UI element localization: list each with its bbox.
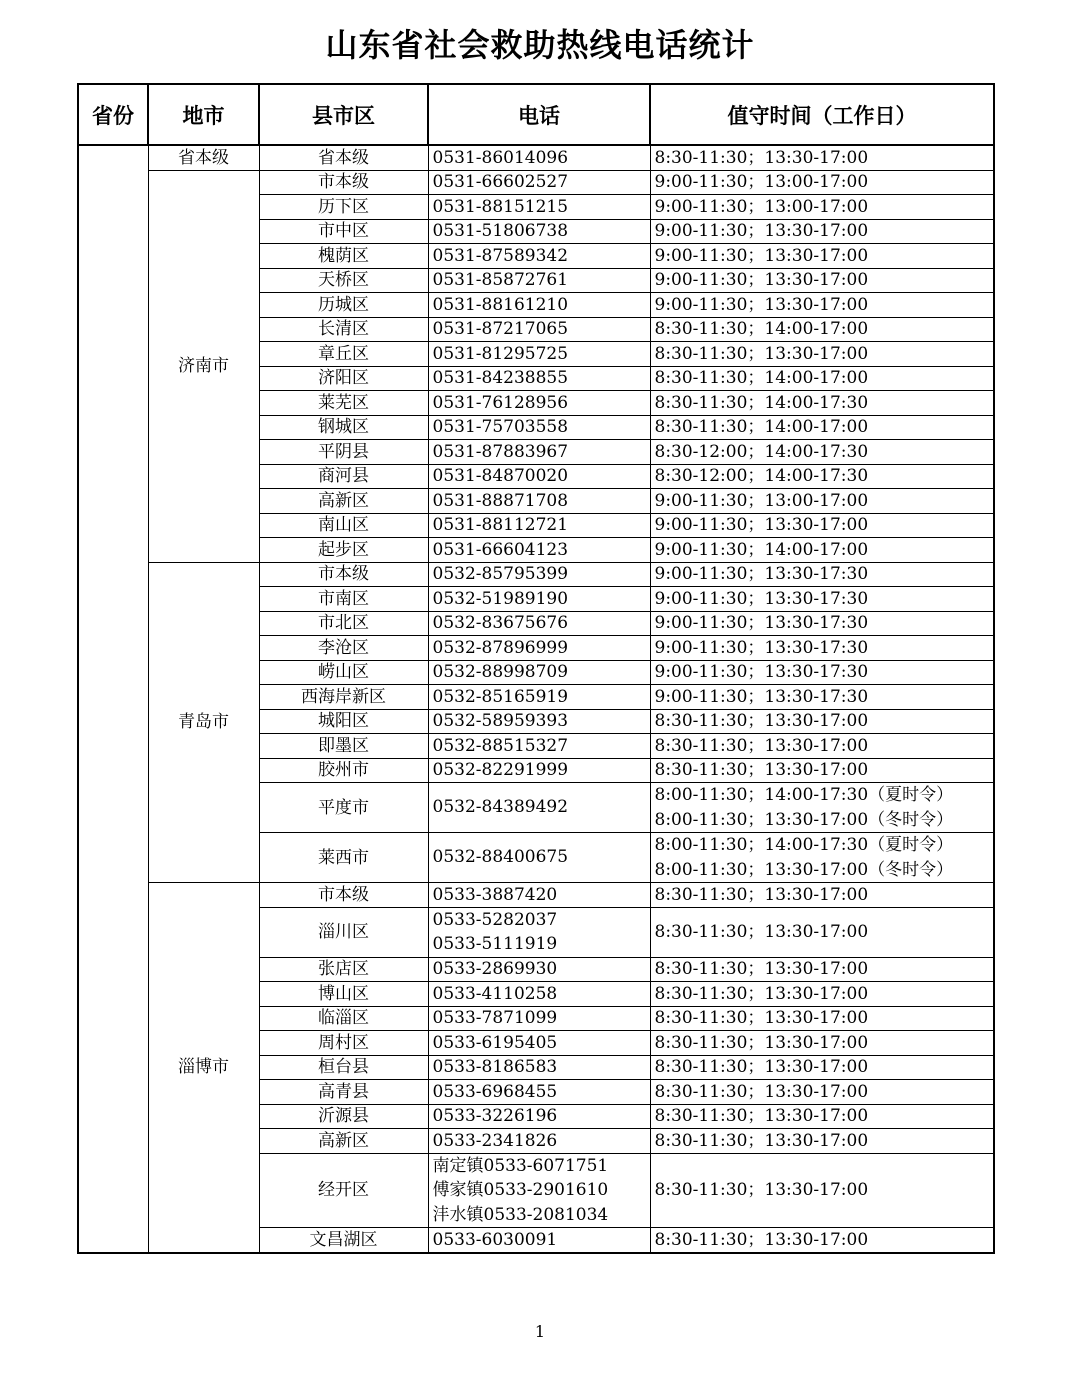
city-cell: 省本级 [148, 145, 259, 170]
phone-number: 0532-83675676 [432, 613, 569, 634]
district-cell: 市本级 [259, 883, 428, 908]
district-cell: 李沧区 [259, 636, 428, 661]
hours-line: 8:30-11:30；13:30-17:00 [654, 921, 869, 942]
phone-cell [428, 170, 650, 195]
hours-cell [650, 170, 994, 195]
phone-cell [428, 1228, 650, 1253]
phone-cell [428, 611, 650, 636]
hours-cell [650, 1006, 994, 1031]
hours-line: 8:30-11:30；13:30-17:00 [654, 1057, 869, 1078]
district-cell: 平度市 [259, 783, 428, 833]
phone-number: 0532-82291999 [432, 760, 569, 781]
header-district: 县市区 [259, 84, 428, 145]
phone-number: 0531-87589342 [432, 245, 569, 266]
hours-line: 9:00-11:30；13:30-17:30 [654, 588, 869, 609]
phone-number: 0531-86014096 [432, 147, 569, 168]
district-cell: 高青县 [259, 1080, 428, 1105]
hours-line: 8:30-11:30；13:30-17:00 [654, 983, 869, 1004]
hours-cell [650, 244, 994, 269]
district-cell: 淄川区 [259, 907, 428, 957]
phone-cell [428, 734, 650, 759]
district-cell: 莱西市 [259, 833, 428, 883]
district-cell: 文昌湖区 [259, 1228, 428, 1253]
hours-line: 8:30-11:30；13:30-17:00 [654, 1106, 869, 1127]
hours-line: 8:30-11:30；13:30-17:00 [654, 1032, 869, 1053]
phone-number: 0533-5282037 [432, 909, 558, 930]
hours-line: 9:00-11:30；13:30-17:00 [654, 270, 869, 291]
hours-cell [650, 195, 994, 220]
hours-cell [650, 660, 994, 685]
phone-cell [428, 957, 650, 982]
hours-line: 8:30-11:30；13:30-17:00 [654, 711, 869, 732]
phone-number: 0532-87896999 [432, 637, 569, 658]
phone-cell [428, 587, 650, 612]
district-cell: 起步区 [259, 538, 428, 563]
hours-line: 9:00-11:30；14:00-17:00 [654, 539, 869, 560]
phone-cell [428, 513, 650, 538]
district-cell: 高新区 [259, 1129, 428, 1154]
header-row [78, 84, 994, 145]
phone-number: 0533-8186583 [432, 1057, 558, 1078]
phone-number: 0531-85872761 [432, 270, 569, 291]
district-cell: 沂源县 [259, 1104, 428, 1129]
hours-cell [650, 219, 994, 244]
hours-cell [650, 366, 994, 391]
hours-cell [650, 957, 994, 982]
phone-number: 0533-6968455 [432, 1081, 558, 1102]
phone-number: 0531-66604123 [432, 539, 569, 560]
hours-line: 9:00-11:30；13:30-17:00 [654, 294, 869, 315]
table-row [78, 883, 994, 908]
phone-cell [428, 1153, 650, 1228]
district-cell: 市中区 [259, 219, 428, 244]
hours-line: 9:00-11:30；13:30-17:00 [654, 221, 869, 242]
phone-cell [428, 391, 650, 416]
phone-cell [428, 268, 650, 293]
hours-cell [650, 611, 994, 636]
phone-number: 0532-58959393 [432, 711, 569, 732]
hours-cell [650, 783, 994, 833]
district-cell: 经开区 [259, 1153, 428, 1228]
hours-cell [650, 268, 994, 293]
district-cell: 市本级 [259, 170, 428, 195]
hours-cell [650, 464, 994, 489]
phone-cell [428, 440, 650, 465]
district-cell: 临淄区 [259, 1006, 428, 1031]
phone-number: 0533-3226196 [432, 1106, 558, 1127]
district-cell: 长清区 [259, 317, 428, 342]
district-cell: 即墨区 [259, 734, 428, 759]
hours-cell [650, 415, 994, 440]
phone-number: 0533-5111919 [432, 934, 558, 954]
phone-cell [428, 1031, 650, 1056]
hours-cell [650, 1055, 994, 1080]
phone-cell [428, 1080, 650, 1105]
phone-cell [428, 758, 650, 783]
phone-number: 0531-88112721 [432, 515, 569, 536]
phone-cell [428, 783, 650, 833]
page-title: 山东省社会救助热线电话统计 [325, 26, 755, 64]
hours-cell [650, 587, 994, 612]
hours-line: 8:30-11:30；14:00-17:00 [654, 417, 869, 438]
phone-cell [428, 366, 650, 391]
hours-line: 8:30-11:30；13:30-17:00 [654, 1130, 869, 1151]
phone-number: 0533-3887420 [432, 884, 558, 905]
district-cell: 市北区 [259, 611, 428, 636]
district-cell: 张店区 [259, 957, 428, 982]
district-cell: 南山区 [259, 513, 428, 538]
district-cell: 天桥区 [259, 268, 428, 293]
hours-cell [650, 1153, 994, 1228]
district-cell: 莱芜区 [259, 391, 428, 416]
district-cell: 周村区 [259, 1031, 428, 1056]
hours-line: 8:30-11:30；14:00-17:00 [654, 368, 869, 389]
district-cell: 市南区 [259, 587, 428, 612]
hours-line: 8:30-11:30；13:30-17:00 [654, 884, 869, 905]
phone-number: 0533-2869930 [432, 959, 558, 980]
phone-number: 0531-75703558 [432, 417, 569, 438]
hours-line: 9:00-11:30；13:30-17:30 [654, 662, 869, 683]
hours-cell [650, 489, 994, 514]
hours-cell [650, 513, 994, 538]
hours-line: 8:30-11:30；13:30-17:00 [654, 1008, 869, 1029]
hours-line: 8:30-11:30；14:00-17:00 [654, 319, 869, 340]
hours-line: 9:00-11:30；13:00-17:00 [654, 490, 869, 511]
table-row [78, 145, 994, 170]
table-row [78, 562, 994, 587]
district-cell: 济阳区 [259, 366, 428, 391]
hours-line: 9:00-11:30；13:30-17:30 [654, 686, 869, 707]
district-cell: 历下区 [259, 195, 428, 220]
hours-line: 8:30-11:30；13:30-17:00 [654, 147, 869, 168]
hours-cell [650, 342, 994, 367]
hours-cell [650, 538, 994, 563]
district-cell: 西海岸新区 [259, 685, 428, 710]
phone-number: 0532-84389492 [432, 797, 569, 818]
phone-number: 0531-51806738 [432, 221, 569, 242]
phone-cell [428, 489, 650, 514]
hours-line: 8:30-11:30；13:30-17:00 [654, 735, 869, 756]
hours-cell [650, 1228, 994, 1253]
phone-cell [428, 1006, 650, 1031]
city-cell: 青岛市 [148, 562, 259, 883]
hours-line: 8:30-11:30；13:30-17:00 [654, 1081, 869, 1102]
phone-cell [428, 833, 650, 883]
phone-number: 0533-7871099 [432, 1008, 558, 1029]
phone-number: 0532-88515327 [432, 735, 569, 756]
hours-line: 8:30-11:30；13:30-17:00 [654, 1180, 869, 1200]
province-cell [78, 145, 148, 1253]
hours-cell [650, 833, 994, 883]
phone-number: 0531-84870020 [432, 466, 569, 487]
hours-line: 8:30-12:00；14:00-17:30 [654, 441, 869, 462]
phone-cell [428, 562, 650, 587]
hours-cell [650, 1104, 994, 1129]
phone-cell [428, 244, 650, 269]
phone-cell [428, 1055, 650, 1080]
hours-cell [650, 734, 994, 759]
phone-cell [428, 685, 650, 710]
phone-number: 0533-6030091 [432, 1229, 558, 1250]
district-cell: 博山区 [259, 982, 428, 1007]
phone-number: 0532-51989190 [432, 588, 569, 609]
phone-cell [428, 1129, 650, 1154]
phone-cell [428, 1104, 650, 1129]
phone-number: 南定镇0533-6071751 [432, 1155, 609, 1176]
hours-line: 8:30-11:30；13:30-17:00 [654, 760, 869, 781]
hours-line: 8:30-11:30；14:00-17:30 [654, 392, 869, 413]
phone-cell [428, 636, 650, 661]
district-cell: 桓台县 [259, 1055, 428, 1080]
phone-number: 傅家镇0533-2901610 [432, 1180, 609, 1200]
phone-number: 0532-88998709 [432, 662, 569, 683]
phone-number: 0531-88871708 [432, 490, 569, 511]
phone-cell [428, 660, 650, 685]
hours-cell [650, 883, 994, 908]
phone-cell [428, 709, 650, 734]
district-cell: 历城区 [259, 293, 428, 318]
phone-number: 0532-85795399 [432, 564, 569, 585]
phone-number: 0533-6195405 [432, 1032, 558, 1053]
hours-line: 9:00-11:30；13:30-17:30 [654, 637, 869, 658]
hours-cell [650, 758, 994, 783]
phone-cell [428, 982, 650, 1007]
hours-cell [650, 293, 994, 318]
hours-cell [650, 907, 994, 957]
district-cell: 商河县 [259, 464, 428, 489]
hours-line: 8:30-11:30；13:30-17:00 [654, 1229, 869, 1250]
district-cell: 钢城区 [259, 415, 428, 440]
hours-line: 8:00-11:30；14:00-17:30（夏时令） [654, 785, 954, 805]
phone-number: 0533-2341826 [432, 1130, 558, 1151]
phone-number: 0531-88161210 [432, 294, 569, 315]
hours-line: 9:00-11:30；13:00-17:00 [654, 196, 869, 217]
phone-number: 0532-85165919 [432, 686, 569, 707]
hours-line: 9:00-11:30；13:30-17:30 [654, 564, 869, 585]
district-cell: 市本级 [259, 562, 428, 587]
phone-number: 0531-88151215 [432, 196, 569, 217]
district-cell: 平阴县 [259, 440, 428, 465]
phone-number: 0531-66602527 [432, 172, 569, 193]
hours-cell [650, 1031, 994, 1056]
phone-number: 0531-87217065 [432, 319, 569, 340]
table-body [78, 145, 994, 1253]
phone-cell [428, 907, 650, 957]
hours-cell [650, 1080, 994, 1105]
hours-line: 9:00-11:30；13:30-17:30 [654, 613, 869, 634]
header-hours: 值守时间（工作日） [650, 84, 994, 145]
hours-cell [650, 685, 994, 710]
header-province: 省份 [78, 84, 148, 145]
header-phone: 电话 [428, 84, 650, 145]
hours-cell [650, 317, 994, 342]
district-cell: 胶州市 [259, 758, 428, 783]
district-cell: 章丘区 [259, 342, 428, 367]
hours-cell [650, 982, 994, 1007]
phone-cell [428, 317, 650, 342]
district-cell: 槐荫区 [259, 244, 428, 269]
hours-line: 8:00-11:30；13:30-17:00（冬时令） [654, 809, 954, 830]
phone-number: 0531-76128956 [432, 392, 569, 413]
hours-line: 8:30-12:00；14:00-17:30 [654, 466, 869, 487]
hours-line: 9:00-11:30；13:30-17:00 [654, 515, 869, 536]
phone-number: 0531-81295725 [432, 343, 569, 364]
phone-number: 0533-4110258 [432, 983, 558, 1004]
phone-number: 0531-84238855 [432, 368, 569, 389]
district-cell: 省本级 [259, 145, 428, 170]
phone-cell [428, 415, 650, 440]
phone-number: 0531-87883967 [432, 441, 569, 462]
header-city: 地市 [148, 84, 259, 145]
hours-cell [650, 709, 994, 734]
hours-line: 8:00-11:30；14:00-17:30（夏时令） [654, 835, 954, 855]
hours-line: 8:30-11:30；13:30-17:00 [654, 343, 869, 364]
hours-cell [650, 391, 994, 416]
hours-cell [650, 1129, 994, 1154]
phone-number: 沣水镇0533-2081034 [432, 1204, 609, 1225]
city-cell: 济南市 [148, 170, 259, 562]
hours-line: 9:00-11:30；13:30-17:00 [654, 245, 869, 266]
hours-line: 8:00-11:30；13:30-17:00（冬时令） [654, 859, 954, 880]
hours-cell [650, 562, 994, 587]
hours-line: 9:00-11:30；13:00-17:00 [654, 172, 869, 193]
district-cell: 高新区 [259, 489, 428, 514]
phone-cell [428, 538, 650, 563]
hours-cell [650, 440, 994, 465]
phone-cell [428, 145, 650, 170]
district-cell: 城阳区 [259, 709, 428, 734]
hotline-table [77, 83, 995, 1254]
phone-cell [428, 195, 650, 220]
hours-cell [650, 636, 994, 661]
hours-line: 8:30-11:30；13:30-17:00 [654, 959, 869, 980]
district-cell: 崂山区 [259, 660, 428, 685]
phone-cell [428, 219, 650, 244]
table-row [78, 170, 994, 195]
phone-cell [428, 293, 650, 318]
phone-cell [428, 464, 650, 489]
phone-number: 0532-88400675 [432, 847, 569, 868]
city-cell: 淄博市 [148, 883, 259, 1253]
phone-cell [428, 342, 650, 367]
hours-cell [650, 145, 994, 170]
phone-cell [428, 883, 650, 908]
page-number: 1 [534, 1322, 546, 1341]
